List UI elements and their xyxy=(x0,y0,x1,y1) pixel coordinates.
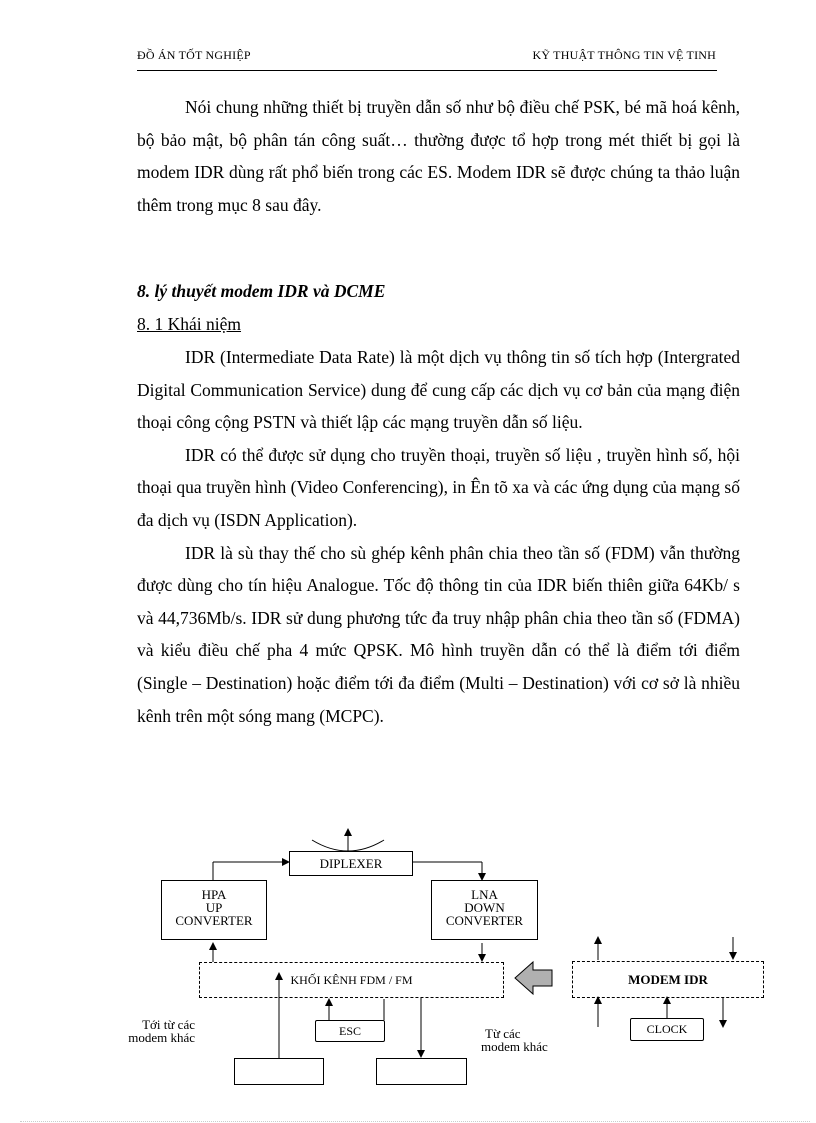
clock-label: CLOCK xyxy=(646,1022,688,1036)
lna-label: LNA xyxy=(471,887,498,902)
left-note-line2: modem khác xyxy=(128,1030,195,1045)
paragraph-idr-fdm: IDR là sù thay thế cho sù ghép kênh phân chia theo tần số (FDM) vẫn thường được dùng cho tín hiệu Analogue. Tốc độ thông tin của IDR biến thiên giữa 64Kb/ s và 44,736Mb/s. IDR sử dung phương tức đa truy nhập phân chia theo tần số (FDMA) và kiểu điều chế pha 4 mức QPSK. Mô hình truyền dẫn có thể là điểm tới điểm (Single – Destination) hoặc điểm tới đa điểm (Multi – Destination) với cơ sở là nhiều kênh trên một sóng mang (MCPC). xyxy=(137,542,740,726)
modem-idr-label: MODEM IDR xyxy=(628,972,708,987)
hpa-label: HPA xyxy=(201,887,227,902)
header-right-title: KỸ THUẬT THÔNG TIN VỆ TINH xyxy=(532,48,716,62)
bottom-left-box xyxy=(234,1058,324,1085)
right-note xyxy=(481,1027,548,1053)
header-left-title: ĐỒ ÁN TỐT NGHIỆP xyxy=(137,48,251,62)
left-note-line1: Tới từ các xyxy=(142,1017,195,1032)
fdm-fm-label: KHỐI KÊNH FDM / FM xyxy=(290,973,413,987)
diplexer-box xyxy=(289,851,413,876)
paragraph-idr-definition: IDR (Intermediate Data Rate) là một dịch vụ thông tin số tích hợp (Intergrated Digital Communication Service) dung để cung cấp các dịch vụ cơ bản của mạng điện thoại công cộng PSTN và thiết lập các mạng truyền dẫn số liệu. xyxy=(137,347,740,433)
clock-box xyxy=(630,1018,704,1041)
intro-paragraph: Nói chung những thiết bị truyền dẫn số như bộ điều chế PSK, bé mã hoá kênh, bộ bảo mật, bộ phân tán công suất… thường được tổ hợp trong mét thiết bị gọi là modem IDR dùng rất phổ biến trong các ES. Modem IDR sẽ được chúng ta thảo luận thêm trong mục 8 sau đây. xyxy=(137,97,740,215)
modem-idr-block xyxy=(572,961,764,998)
right-note-line2: modem khác xyxy=(481,1039,548,1054)
fdm-fm-block xyxy=(199,962,504,998)
right-note-line1: Từ các xyxy=(485,1026,521,1041)
hpa-up-converter-box xyxy=(161,880,267,940)
left-note xyxy=(115,1018,195,1044)
lna-down-converter-box xyxy=(431,880,538,940)
esc-box xyxy=(315,1020,385,1042)
subsection-title: 8. 1 Khái niệm xyxy=(137,314,242,334)
converter-label: CONVERTER xyxy=(445,913,524,928)
bottom-right-box xyxy=(376,1058,467,1085)
esc-label: ESC xyxy=(338,1024,361,1038)
section-title: 8. lý thuyết modem IDR và DCME xyxy=(137,281,386,301)
down-label: DOWN xyxy=(464,900,505,915)
up-label: UP xyxy=(205,900,223,915)
page-bottom-divider xyxy=(20,1121,810,1122)
diplexer-label: DIPLEXER xyxy=(319,856,383,871)
flow-arrow-icon xyxy=(515,962,552,994)
converter-label: CONVERTER xyxy=(175,913,253,928)
paragraph-idr-uses: IDR có thể được sử dụng cho truyền thoại, truyền số liệu , truyền hình số, hội thoại qua truyền hình (Video Conferencing), in Ên tõ xa và các ứng dụng của mạng số đa dịch vụ (ISDN Application). xyxy=(137,444,740,530)
